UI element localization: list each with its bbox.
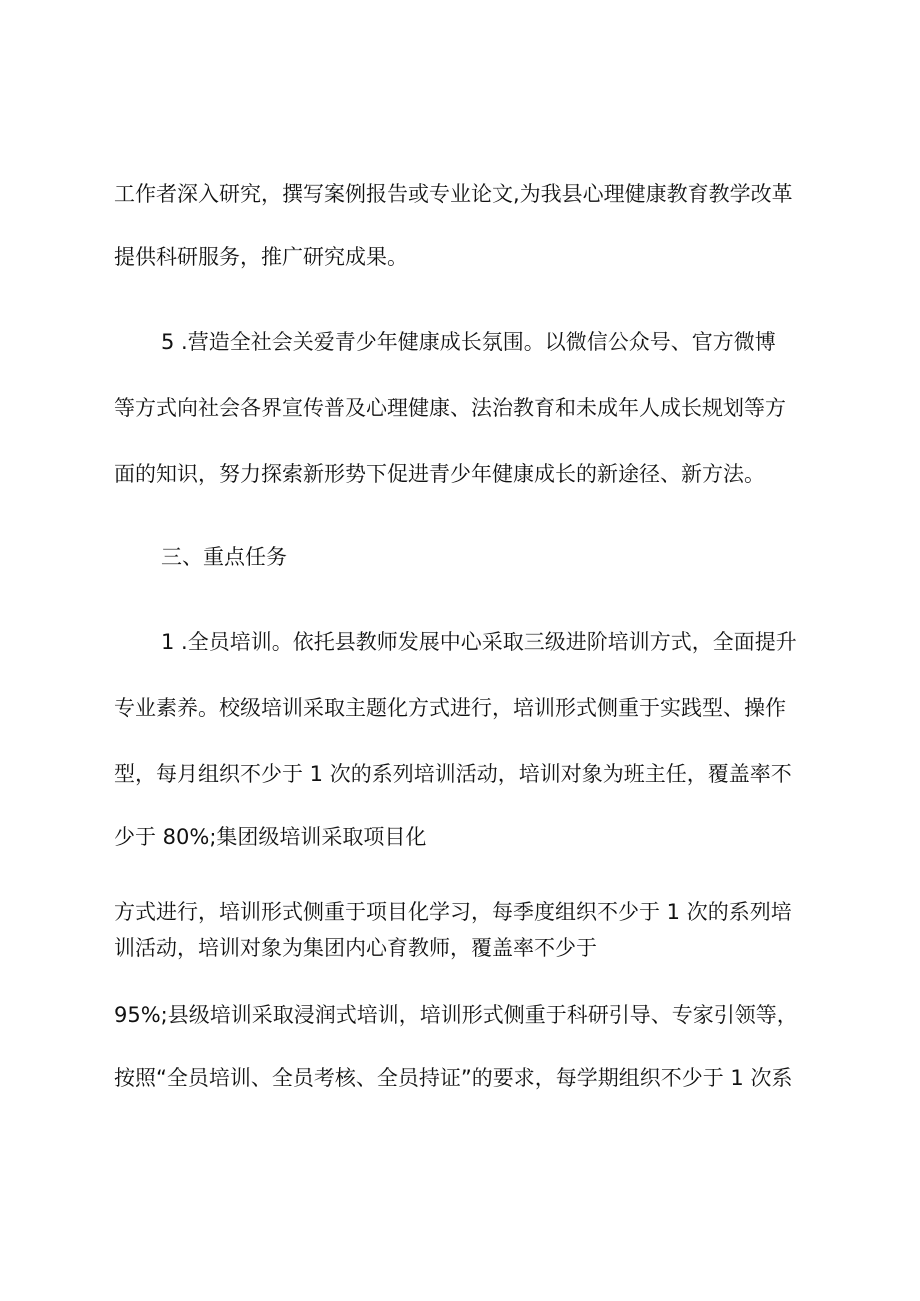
paragraph-1-line-2: 提供科研服务，推广研究成果。 (114, 245, 408, 269)
paragraph-3-line-4: 少于 80%;集团级培训采取项目化 (114, 825, 427, 849)
paragraph-2-line-2: 等方式向社会各界宣传普及心理健康、法治教育和未成年人成长规划等方 (114, 396, 786, 420)
paragraph-2-line-1: 5 .营造全社会关爱青少年健康成长氛围。以微信公众号、官方微博 (161, 330, 776, 354)
section-heading: 三、重点任务 (161, 545, 287, 569)
paragraph-3-line-2: 专业素养。校级培训采取主题化方式进行，培训形式侧重于实践型、操作 (114, 696, 786, 720)
paragraph-5-line-2: 按照“全员培训、全员考核、全员持证”的要求，每学期组织不少于 1 次系 (114, 1066, 793, 1090)
paragraph-4-line-1: 方式进行，培训形式侧重于项目化学习，每季度组织不少于 1 次的系列培 (114, 900, 792, 924)
paragraph-4-line-2: 训活动，培训对象为集团内心育教师，覆盖率不少于 (114, 936, 597, 960)
paragraph-3-line-3: 型，每月组织不少于 1 次的系列培训活动，培训对象为班主任，覆盖率不 (114, 762, 792, 786)
paragraph-5-line-1: 95%;县级培训采取浸润式培训，培训形式侧重于科研引导、专家引领等， (114, 1003, 798, 1027)
paragraph-1-line-1: 工作者深入研究，撰写案例报告或专业论文,为我县心理健康教育教学改革 (114, 182, 793, 206)
paragraph-3-line-1: 1 .全员培训。依托县教师发展中心采取三级进阶培训方式，全面提升 (161, 630, 797, 654)
paragraph-2-line-3: 面的知识，努力探索新形势下促进青少年健康成长的新途径、新方法。 (114, 462, 765, 486)
